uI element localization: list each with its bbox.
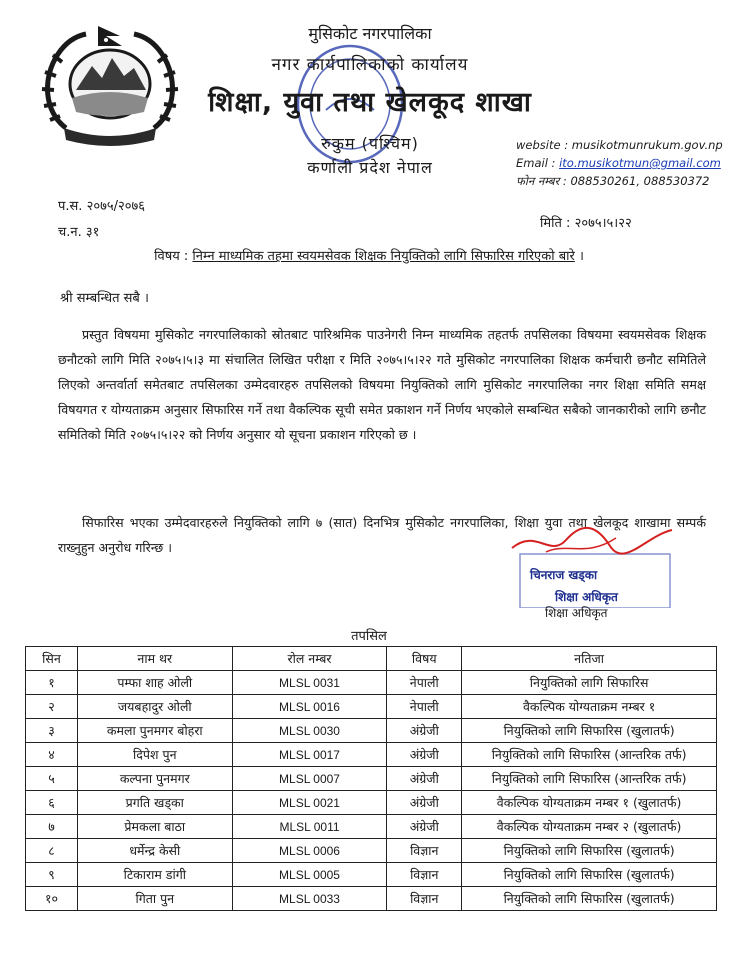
- result-cell: नियुक्तिको लागि सिफारिस (खुलातर्फ): [462, 719, 717, 743]
- table-row: [26, 767, 717, 791]
- table-row: [26, 887, 717, 911]
- phone-label: फोन नम्बर :: [516, 174, 571, 188]
- phone-number: 088530261, 088530372: [570, 174, 710, 188]
- table-row: [26, 791, 717, 815]
- column-header: नाम थर: [77, 647, 232, 671]
- contact-block: [516, 136, 723, 190]
- name-cell: धर्मेन्द्र केसी: [77, 839, 232, 863]
- municipality-name: मुसिकोट नगरपालिका: [308, 24, 432, 43]
- nepal-emblem-icon: [36, 20, 184, 148]
- table-row: [26, 815, 717, 839]
- roll-number-cell: MLSL 0017: [232, 743, 387, 767]
- name-cell: पम्फा शाह ओली: [77, 671, 232, 695]
- letter-date: मिति : २०७५।५।२२: [540, 216, 632, 231]
- table-row: [26, 863, 717, 887]
- table-header-row: [26, 647, 717, 671]
- website-label: website :: [516, 138, 572, 152]
- name-cell: दिपेश पुन: [77, 743, 232, 767]
- body-paragraph-2: सिफारिस भएका उम्मेदवारहरुले नियुक्तिको लागि ७ (सात) दिनभित्र मुसिकोट नगरपालिका, शिक्षा युवा तथा खेलकूद शाखामा सम्पर्क राख्नुहुन अनुरोध गरिन्छ ।: [58, 515, 706, 555]
- roll-number-cell: MLSL 0033: [232, 887, 387, 911]
- result-cell: नियुक्तिको लागि सिफारिस (आन्तरिक तर्फ): [462, 743, 717, 767]
- roll-number-cell: MLSL 0030: [232, 719, 387, 743]
- subject-cell: विज्ञान: [387, 839, 462, 863]
- serial-cell: १: [26, 671, 78, 695]
- name-cell: प्रगति खड्का: [77, 791, 232, 815]
- email-link[interactable]: ito.musikotmun@gmail.com: [559, 156, 721, 170]
- serial-cell: ३: [26, 719, 78, 743]
- serial-cell: ७: [26, 815, 78, 839]
- subject-cell: अंग्रेजी: [387, 815, 462, 839]
- subject-cell: अंग्रेजी: [387, 767, 462, 791]
- name-cell: गिता पुन: [77, 887, 232, 911]
- table-row: [26, 671, 717, 695]
- serial-cell: २: [26, 695, 78, 719]
- result-cell: वैकल्पिक योग्यताक्रम नम्बर २ (खुलातर्फ): [462, 815, 717, 839]
- result-cell: नियुक्तिको लागि सिफारिस (खुलातर्फ): [462, 887, 717, 911]
- roll-number-cell: MLSL 0016: [232, 695, 387, 719]
- subject-cell: अंग्रेजी: [387, 719, 462, 743]
- table-row: [26, 839, 717, 863]
- serial-cell: ५: [26, 767, 78, 791]
- subject-line: [0, 246, 738, 264]
- signatory-name: चिनराज खड्का: [530, 568, 598, 582]
- subject-cell: विज्ञान: [387, 887, 462, 911]
- signatory-designation: शिक्षा अधिकृत: [545, 606, 608, 620]
- name-cell: टिकाराम डांगी: [77, 863, 232, 887]
- table-row: [26, 719, 717, 743]
- letter-reference-number: प.स. २०७५/२०७६: [58, 199, 146, 214]
- roll-number-cell: MLSL 0031: [232, 671, 387, 695]
- name-cell: जयबहादुर ओली: [77, 695, 232, 719]
- table-caption: तपसिल: [351, 629, 387, 644]
- name-cell: प्रेमकला बाठा: [77, 815, 232, 839]
- body-paragraph-1: प्रस्तुत विषयमा मुसिकोट नगरपालिकाको स्रोतबाट पारिश्रमिक पाउनेगरी निम्न माध्यमिक तहतर्फ तपसिलका विषयमा स्वयमसेवक शिक्षक छनौटको लागि मिति २०७५।५।३ मा संचालित लिखित परीक्षा र मिति २०७५।५।२२ गते मुसिकोट नगरपालिका शिक्षक कर्मचारी छनौट समितिले लिएको अन्तर्वार्ता समेतबाट तपसिलका उम्मेदवारहरु तपसिलको विषयमा नियुक्तिको लागि मुसिकोट नगरपालिका नगर शिक्षा समिति समक्ष विषयगत र योग्यताक्रम अनुसार सिफारिस गर्ने तथा वैकल्पिक सूची समेत प्रकाशन गर्ने निर्णय भएकोले सम्बन्धित सबैको जानकारीको लागि छनौट समितिको मिति २०७५।५।२२ को निर्णय अनुसार यो सूचना प्रकाशन गरिएको छ ।: [58, 327, 706, 442]
- result-cell: वैकल्पिक योग्यताक्रम नम्बर १: [462, 695, 717, 719]
- email-label: Email :: [516, 156, 560, 170]
- subject-label: विषय :: [154, 249, 193, 264]
- district-name: रुकुम (पश्चिम): [321, 134, 419, 153]
- roll-number-cell: MLSL 0005: [232, 863, 387, 887]
- result-cell: वैकल्पिक योग्यताक्रम नम्बर १ (खुलातर्फ): [462, 791, 717, 815]
- roll-number-cell: MLSL 0011: [232, 815, 387, 839]
- website-link[interactable]: musikotmunrukum.gov.np: [571, 138, 723, 152]
- serial-cell: १०: [26, 887, 78, 911]
- serial-cell: ६: [26, 791, 78, 815]
- subject-cell: नेपाली: [387, 695, 462, 719]
- result-cell: नियुक्तिको लागि सिफारिस (आन्तरिक तर्फ): [462, 767, 717, 791]
- result-cell: नियुक्तिको लागि सिफारिस (खुलातर्फ): [462, 839, 717, 863]
- salutation: श्री सम्बन्धित सबै ।: [60, 291, 149, 306]
- office-name: नगर कार्यपालिकाको कार्यालय: [271, 55, 469, 75]
- result-cell: नियुक्तिको लागि सिफारिस: [462, 671, 717, 695]
- subject-text: निम्न माध्यमिक तहमा स्वयमसेवक शिक्षक नियुक्तिको लागि सिफारिस गरिएको बारे: [192, 249, 575, 264]
- subject-end: ।: [574, 249, 584, 264]
- roll-number-cell: MLSL 0006: [232, 839, 387, 863]
- serial-cell: ९: [26, 863, 78, 887]
- serial-cell: ८: [26, 839, 78, 863]
- subject-cell: अंग्रेजी: [387, 791, 462, 815]
- table-row: [26, 695, 717, 719]
- section-title: शिक्षा, युवा तथा खेलकूद शाखा: [208, 87, 532, 118]
- dispatch-number: च.न. ३१: [58, 225, 100, 240]
- name-cell: कमला पुनमगर बोहरा: [77, 719, 232, 743]
- candidate-table: [25, 646, 717, 911]
- subject-cell: अंग्रेजी: [387, 743, 462, 767]
- roll-number-cell: MLSL 0021: [232, 791, 387, 815]
- column-header: सिन: [26, 647, 78, 671]
- signatory-stamp-title: शिक्षा अधिकृत: [555, 590, 618, 604]
- subject-cell: नेपाली: [387, 671, 462, 695]
- column-header: नतिजा: [462, 647, 717, 671]
- table-row: [26, 743, 717, 767]
- province-name: कर्णाली प्रदेश नेपाल: [307, 158, 433, 177]
- result-cell: नियुक्तिको लागि सिफारिस (खुलातर्फ): [462, 863, 717, 887]
- column-header: विषय: [387, 647, 462, 671]
- roll-number-cell: MLSL 0007: [232, 767, 387, 791]
- serial-cell: ४: [26, 743, 78, 767]
- column-header: रोल नम्बर: [232, 647, 387, 671]
- subject-cell: विज्ञान: [387, 863, 462, 887]
- name-cell: कल्पना पुनमगर: [77, 767, 232, 791]
